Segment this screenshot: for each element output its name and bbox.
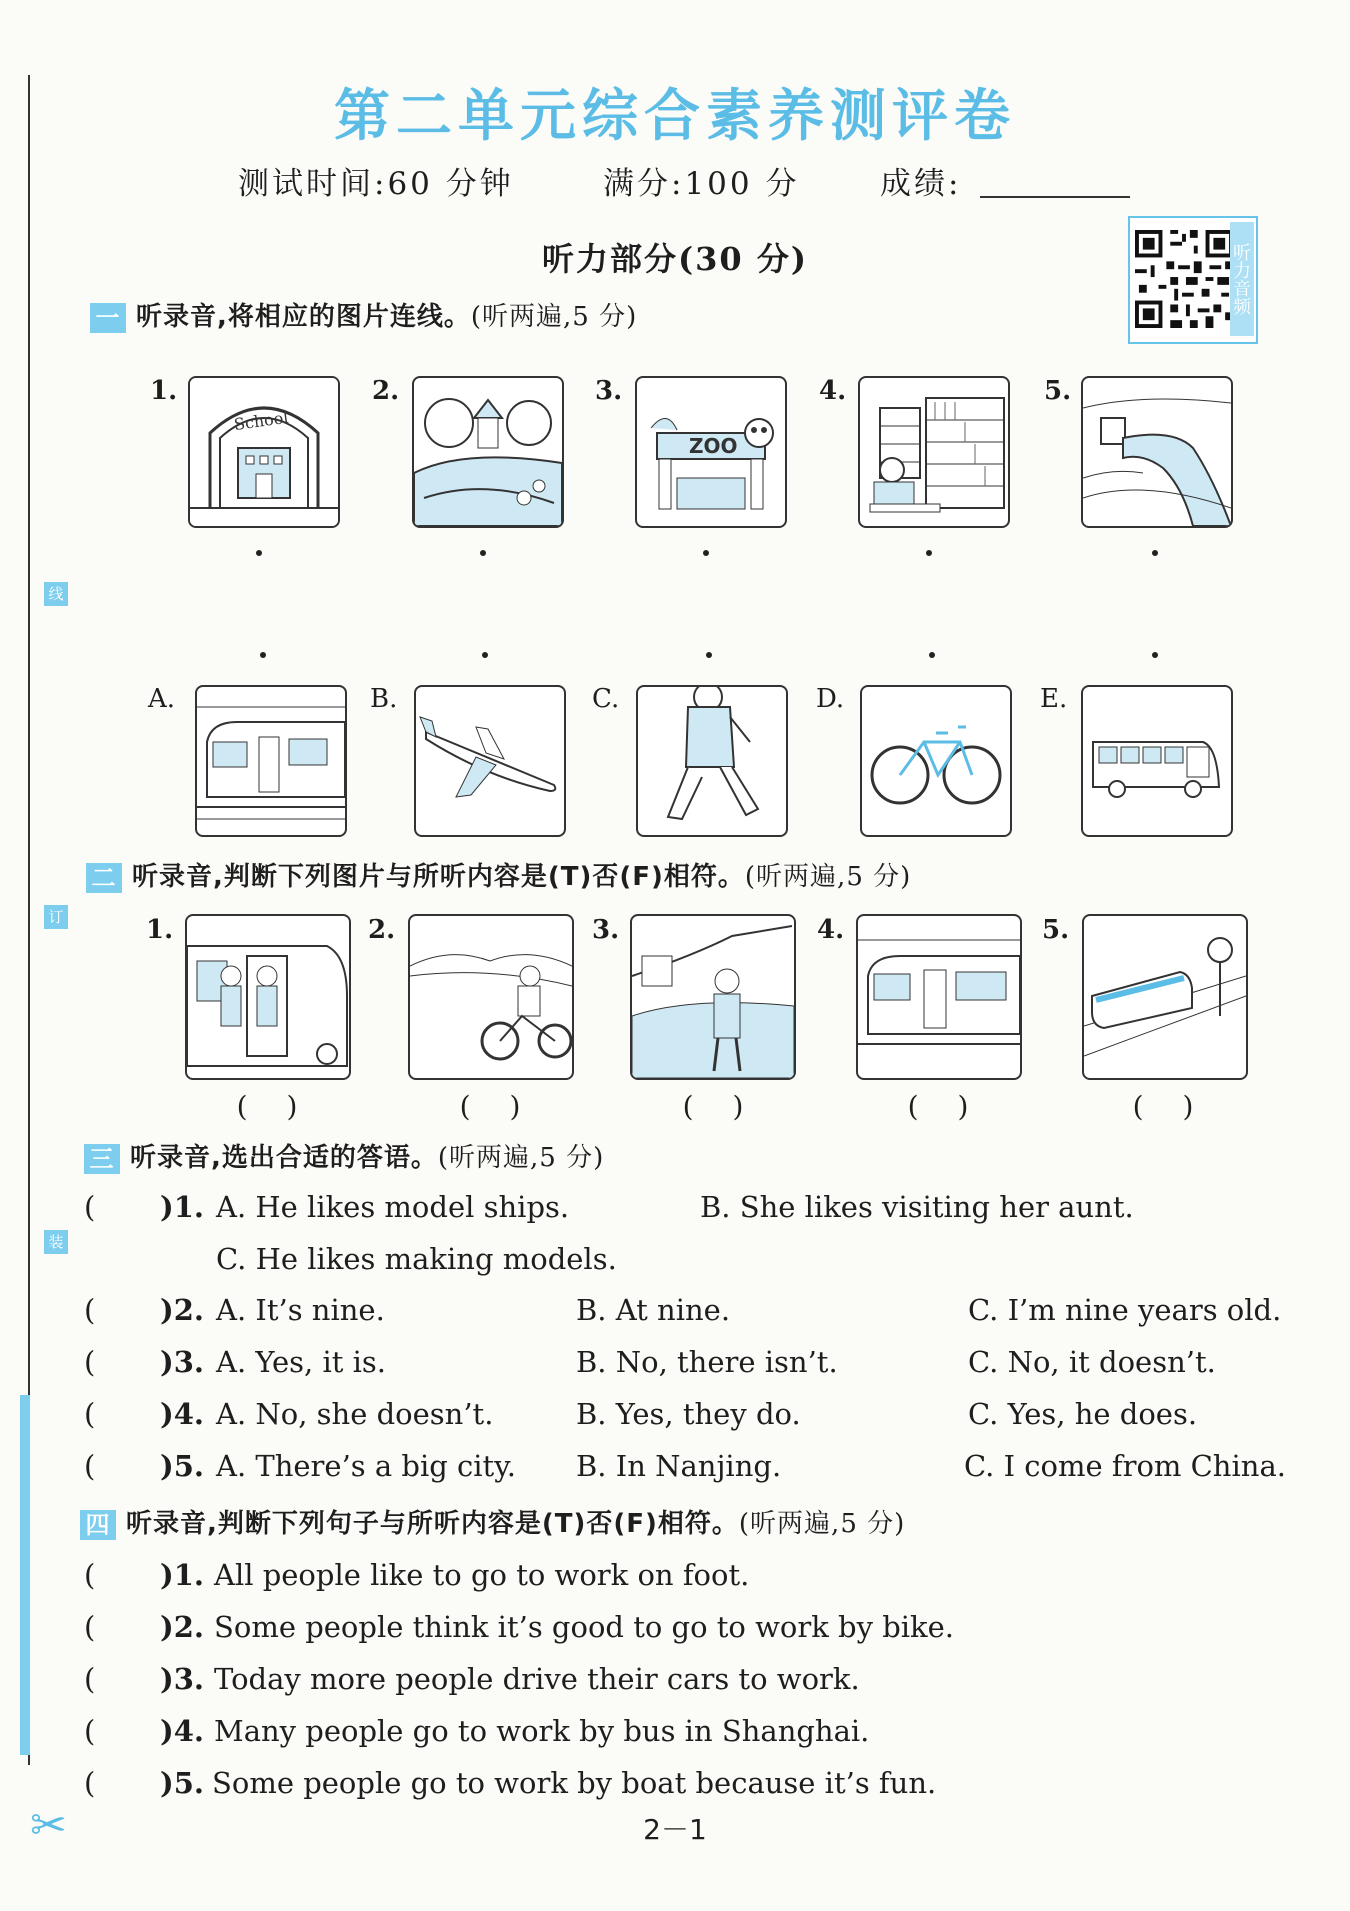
listening-heading: 听力部分(30 分) <box>542 240 808 278</box>
side-tab-order: 订 <box>44 905 68 929</box>
qr-code[interactable] <box>1128 216 1258 344</box>
section-3-note: (听两遍,5 分) <box>437 1143 605 1173</box>
section-4-badge: 四 <box>80 1510 116 1540</box>
p2-answer-2[interactable]: ( ) <box>459 1090 521 1123</box>
section-3-title: 听录音,选出合适的答语。 <box>130 1143 438 1173</box>
match-dot-bottom-e[interactable] <box>1152 652 1158 658</box>
p3-q5-b[interactable]: B. In Nanjing. <box>576 1449 782 1483</box>
match-dot-top-5[interactable] <box>1152 550 1158 556</box>
p3-q1-num: )1. <box>160 1190 204 1224</box>
p2-image-bus-at-stop[interactable] <box>1082 914 1248 1080</box>
section-4-note: (听两遍,5 分) <box>738 1509 906 1539</box>
p1-num-5: 5. <box>1044 376 1072 406</box>
p3-q2-a[interactable]: A. It’s nine. <box>216 1293 385 1327</box>
p4-q3-num: )3. <box>160 1662 204 1696</box>
p1-image-walking[interactable] <box>636 685 788 837</box>
match-dot-top-4[interactable] <box>926 550 932 556</box>
p3-q4-answer[interactable]: ( <box>84 1397 96 1431</box>
p4-q5-text: Some people go to work by boat because it’s fun. <box>212 1766 937 1800</box>
p3-q2-num: )2. <box>160 1293 204 1327</box>
p1-letter-b: B. <box>370 684 398 714</box>
p3-q3-c[interactable]: C. No, it doesn’t. <box>968 1345 1216 1379</box>
qr-label: 听力音频 <box>1230 222 1254 336</box>
match-dot-bottom-c[interactable] <box>706 652 712 658</box>
p1-image-bus[interactable] <box>1081 685 1233 837</box>
p2-num-5: 5. <box>1042 915 1070 945</box>
p1-letter-e: E. <box>1040 684 1068 714</box>
p1-image-zoo[interactable] <box>635 376 787 528</box>
qr-code-icon <box>1135 222 1233 336</box>
side-tab-line: 线 <box>44 582 68 606</box>
score-label: 成绩: <box>880 166 962 202</box>
p3-q5-a[interactable]: A. There’s a big city. <box>216 1449 516 1483</box>
p3-q5-c[interactable]: C. I come from China. <box>964 1449 1286 1483</box>
p3-q2-b[interactable]: B. At nine. <box>576 1293 731 1327</box>
section-2-badge: 二 <box>86 863 122 893</box>
section-2-title: 听录音,判断下列图片与所听内容是(T)否(F)相符。 <box>132 862 745 892</box>
match-dot-bottom-a[interactable] <box>260 652 266 658</box>
p1-num-3: 3. <box>595 376 623 406</box>
match-dot-top-2[interactable] <box>480 550 486 556</box>
section-4-title: 听录音,判断下列句子与所听内容是(T)否(F)相符。 <box>126 1509 739 1539</box>
match-dot-top-3[interactable] <box>703 550 709 556</box>
p1-image-library[interactable] <box>858 376 1010 528</box>
p2-num-4: 4. <box>817 915 845 945</box>
p3-q5-num: )5. <box>160 1449 204 1483</box>
p3-q4-num: )4. <box>160 1397 204 1431</box>
p2-num-1: 1. <box>146 915 174 945</box>
p1-image-school[interactable] <box>188 376 340 528</box>
p1-image-plane[interactable] <box>414 685 566 837</box>
test-time: 测试时间:60 分钟 <box>238 166 514 202</box>
page-number: 2－1 <box>643 1813 707 1846</box>
p2-answer-1[interactable]: ( ) <box>236 1090 298 1123</box>
p1-image-park[interactable] <box>412 376 564 528</box>
p4-q1-num: )1. <box>160 1558 204 1592</box>
p1-letter-a: A. <box>148 684 176 714</box>
p2-answer-3[interactable]: ( ) <box>682 1090 744 1123</box>
side-tab-bind: 装 <box>44 1230 68 1254</box>
p4-q5-num: )5. <box>160 1766 204 1800</box>
p2-image-great-wall-tourist[interactable] <box>630 914 796 1080</box>
p1-letter-c: C. <box>592 684 620 714</box>
page-title: 第二单元综合素养测评卷 <box>334 83 1016 149</box>
p4-q2-answer[interactable]: ( <box>84 1610 96 1644</box>
p3-q3-num: )3. <box>160 1345 204 1379</box>
p4-q3-answer[interactable]: ( <box>84 1662 96 1696</box>
p3-q1-answer[interactable]: ( <box>84 1190 96 1224</box>
p1-letter-d: D. <box>816 684 845 714</box>
side-strip <box>20 1395 30 1755</box>
p2-image-riding-bike[interactable] <box>408 914 574 1080</box>
section-1-heading <box>90 296 637 333</box>
match-dot-top-1[interactable] <box>256 550 262 556</box>
p4-q4-num: )4. <box>160 1714 204 1748</box>
section-1-note: (听两遍,5 分) <box>470 302 638 332</box>
zoo-sign: ZOO <box>689 434 738 458</box>
p1-image-train[interactable] <box>195 685 347 837</box>
p3-q5-answer[interactable]: ( <box>84 1449 96 1483</box>
p4-q5-answer[interactable]: ( <box>84 1766 96 1800</box>
p4-q1-answer[interactable]: ( <box>84 1558 96 1592</box>
section-2-heading <box>86 856 911 893</box>
p3-q4-b[interactable]: B. Yes, they do. <box>576 1397 801 1431</box>
p2-image-train[interactable] <box>856 914 1022 1080</box>
p3-q3-b[interactable]: B. No, there isn’t. <box>576 1345 838 1379</box>
p1-num-4: 4. <box>819 376 847 406</box>
p3-q1-c[interactable]: C. He likes making models. <box>216 1242 617 1276</box>
p1-num-2: 2. <box>372 376 400 406</box>
score-blank[interactable] <box>980 196 1130 198</box>
p4-q3-text: Today more people drive their cars to work. <box>214 1662 860 1696</box>
p3-q4-c[interactable]: C. Yes, he does. <box>968 1397 1198 1431</box>
p3-q1-b[interactable]: B. She likes visiting her aunt. <box>700 1190 1134 1224</box>
match-dot-bottom-d[interactable] <box>929 652 935 658</box>
p3-q3-answer[interactable]: ( <box>84 1345 96 1379</box>
match-dot-bottom-b[interactable] <box>482 652 488 658</box>
section-1-badge: 一 <box>90 303 126 333</box>
p2-answer-4[interactable]: ( ) <box>907 1090 969 1123</box>
section-3-heading <box>84 1137 604 1174</box>
section-3-badge: 三 <box>84 1144 120 1174</box>
p4-q4-text: Many people go to work by bus in Shanghai. <box>214 1714 870 1748</box>
section-2-note: (听两遍,5 分) <box>744 862 912 892</box>
school-sign: School <box>232 407 290 435</box>
p3-q1-a[interactable]: A. He likes model ships. <box>216 1190 570 1224</box>
p2-image-boarding-bus[interactable] <box>185 914 351 1080</box>
p3-q3-a[interactable]: A. Yes, it is. <box>216 1345 387 1379</box>
p4-q2-text: Some people think it’s good to go to work by bike. <box>214 1610 954 1644</box>
section-4-heading <box>80 1503 905 1540</box>
p3-q2-answer[interactable]: ( <box>84 1293 96 1327</box>
p4-q4-answer[interactable]: ( <box>84 1714 96 1748</box>
section-1-title: 听录音,将相应的图片连线。 <box>136 302 471 332</box>
scissors-icon: ✂ <box>30 1800 67 1851</box>
p2-num-2: 2. <box>368 915 396 945</box>
p1-image-bike[interactable] <box>860 685 1012 837</box>
p3-q2-c[interactable]: C. I’m nine years old. <box>968 1293 1282 1327</box>
p2-answer-5[interactable]: ( ) <box>1132 1090 1194 1123</box>
p3-q4-a[interactable]: A. No, she doesn’t. <box>216 1397 494 1431</box>
p1-image-great-wall[interactable] <box>1081 376 1233 528</box>
p4-q2-num: )2. <box>160 1610 204 1644</box>
p1-num-1: 1. <box>150 376 178 406</box>
p4-q1-text: All people like to go to work on foot. <box>214 1558 750 1592</box>
p2-num-3: 3. <box>592 915 620 945</box>
full-score: 满分:100 分 <box>603 166 800 202</box>
